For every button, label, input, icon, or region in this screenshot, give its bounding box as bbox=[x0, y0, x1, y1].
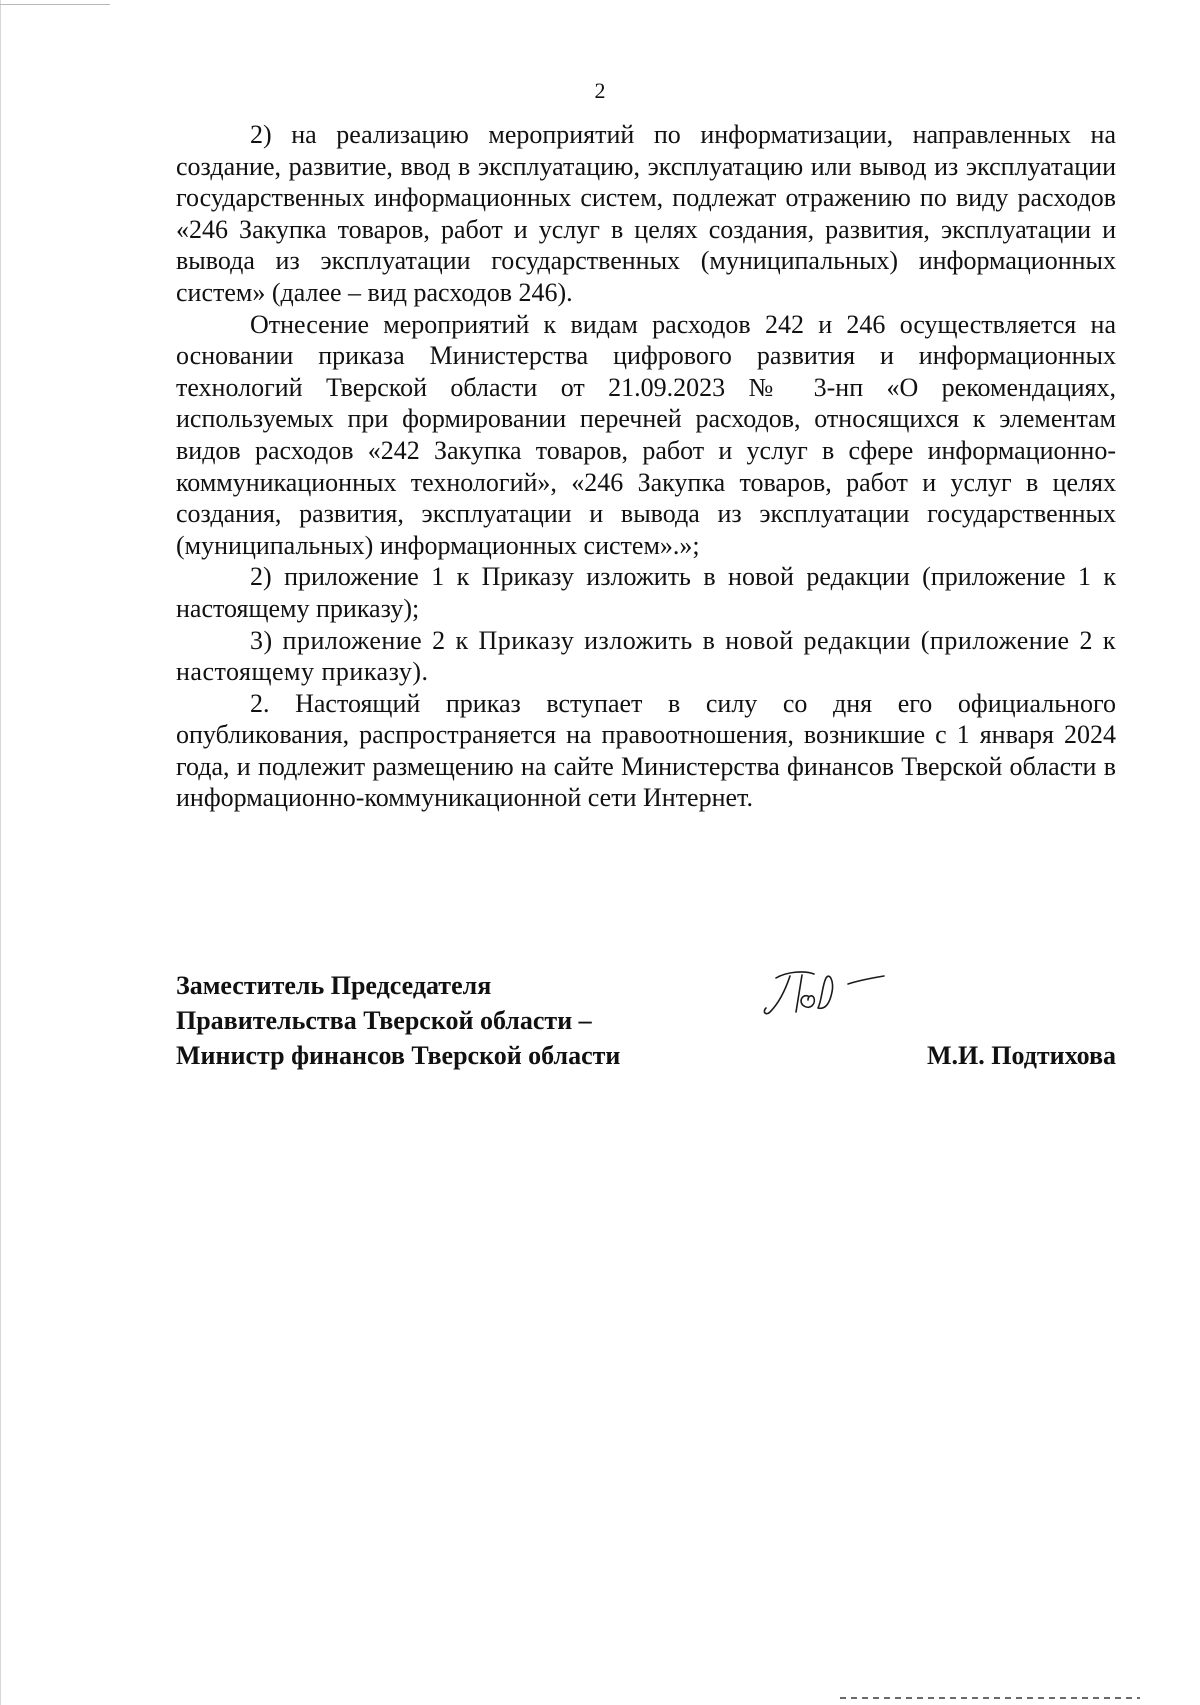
document-body bbox=[176, 119, 1116, 814]
signatory-title bbox=[176, 968, 620, 1073]
signatory-title-line: Министр финансов Тверской области bbox=[176, 1041, 621, 1070]
signature-block bbox=[176, 968, 1116, 1078]
paragraph-item-2-informatization: 2) на реализацию мероприятий по информатизации, направленных на создание, развитие, ввод в эксплуатацию, эксплуатацию или вывод из эксплуатации государственных информационных систем, подлежат отражению по виду расходов «246 Закупка товаров, работ и услуг в целях создания, развития, эксплуатации и вывода из эксплуатации государственных (муниципальных) информационных систем» (далее – вид расходов 246). bbox=[176, 120, 1116, 307]
paragraph-appendix-1: 2) приложение 1 к Приказу изложить в новой редакции (приложение 1 к настоящему приказу); bbox=[176, 562, 1116, 623]
page-number: 2 bbox=[594, 78, 606, 103]
handwritten-signature bbox=[756, 960, 906, 1030]
signatory-title-line: Заместитель Председателя bbox=[176, 971, 492, 1000]
signatory-title-line: Правительства Тверской области – bbox=[176, 1006, 592, 1035]
scan-artifact-bottom bbox=[840, 1697, 1140, 1699]
paragraph-appendix-2: 3) приложение 2 к Приказу изложить в новой редакции (приложение 2 к настоящему приказу). bbox=[176, 625, 1116, 687]
scan-artifact-top bbox=[0, 4, 110, 5]
paragraph-effective-date: 2. Настоящий приказ вступает в силу со дня его официального опубликования, распространяется на правоотношения, возникшие с 1 января 2024 года, и подлежит размещению на сайте Министерства финансов Тверской области в информационно-коммуникационной сети Интернет. bbox=[176, 688, 1116, 813]
paragraph-expense-classification: Отнесение мероприятий к видам расходов 242 и 246 осуществляется на основании приказа Министерства цифрового развития и информационных технологий Тверской области от 21.09.2023 № 3-нп «О рекомендациях, используемых при формировании перечней расходов, относящихся к элементам видов расходов «242 Закупка товаров, работ и услуг в сфере информационно-коммуникационных технологий», «246 Закупка товаров, работ и услуг в целях создания, развития, эксплуатации и вывода из эксплуатации государственных (муниципальных) информационных систем».»; bbox=[176, 309, 1116, 560]
signatory-name: М.И. Подтихова bbox=[926, 1041, 1116, 1070]
scan-edge bbox=[0, 0, 1, 1705]
